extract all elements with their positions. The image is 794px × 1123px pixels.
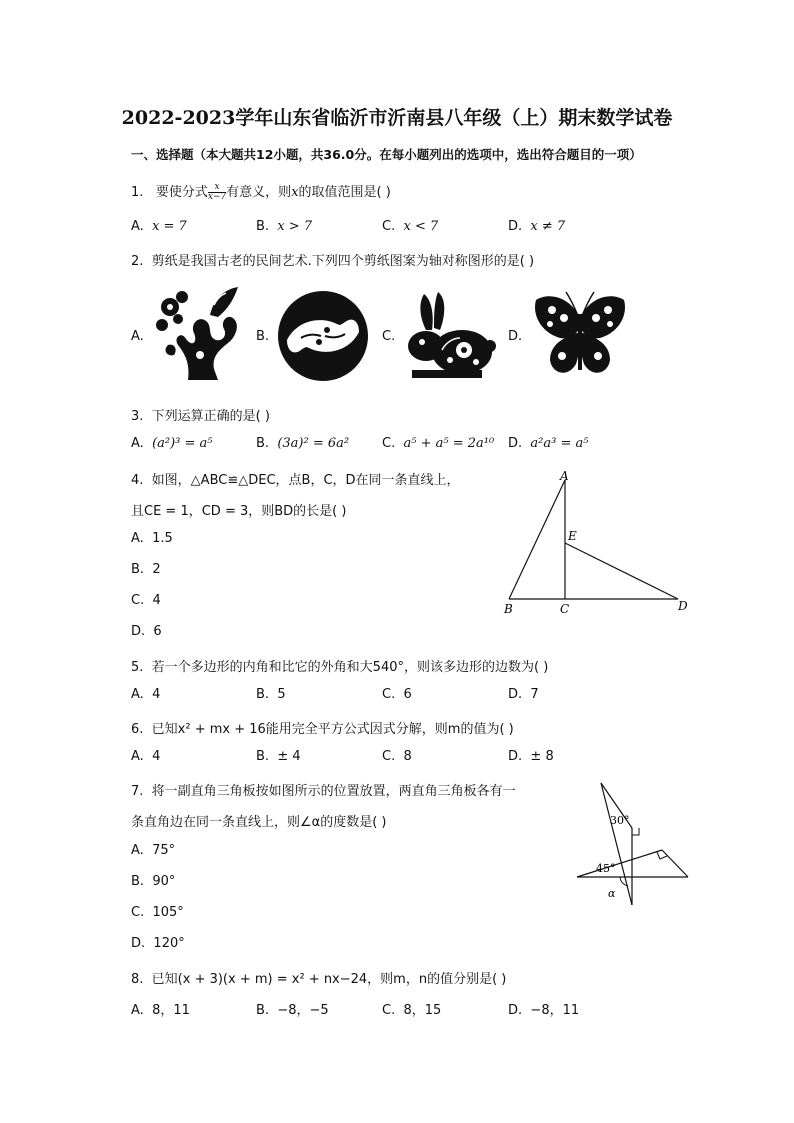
fish-circle-papercut-icon — [277, 290, 369, 382]
question-8: 8. 已知(x + 3)(x + m) = x² + nx−24，则m，n的值分别是( ) — [131, 972, 507, 987]
q6-option-c[interactable]: C. 8 — [382, 749, 412, 764]
rabbit-papercut-icon — [402, 290, 497, 382]
q4-option-c[interactable]: C. 4 — [131, 593, 161, 608]
question-6: 6. 已知x² + mx + 16能用完全平方公式因式分解，则m的值为( ) — [131, 722, 514, 737]
fraction: $\frac{x}{x-7}$ — [207, 182, 227, 202]
angle-45-label: 45° — [596, 862, 616, 875]
question-3: 3. 下列运算正确的是( ) — [131, 409, 270, 424]
exam-title: 2022-2023学年山东省临沂市沂南县八年级（上）期末数学试卷 — [121, 107, 673, 129]
q5-option-d[interactable]: D. 7 — [508, 687, 539, 702]
q2-option-a[interactable]: A. — [131, 329, 144, 344]
q1-option-a[interactable]: A. x = 7 — [131, 219, 187, 234]
alpha-label: α — [608, 887, 616, 900]
q8-option-d[interactable]: D. −8，11 — [508, 1003, 580, 1018]
triangle-figure-q4 — [495, 468, 700, 618]
q1-option-b[interactable]: B. x > 7 — [256, 219, 313, 234]
q3-option-a[interactable]: A. (a²)³ = a⁵ — [131, 436, 213, 451]
q7-option-a[interactable]: A. 75° — [131, 843, 176, 858]
q3-option-b[interactable]: B. (3a)² = 6a² — [256, 436, 350, 451]
label-d: D — [678, 599, 688, 613]
q2-option-d[interactable]: D. — [508, 329, 523, 344]
question-4: 4. 如图，△ABC≌△DEC，点B，C，D在同一条直线上， — [131, 473, 460, 488]
label-a: A — [560, 469, 569, 483]
q4-option-b[interactable]: B. 2 — [131, 562, 161, 577]
label-e: E — [568, 529, 577, 543]
angle-30-label: 30° — [610, 814, 630, 827]
question-5: 5. 若一个多边形的内角和比它的外角和大540°，则该多边形的边数为( ) — [131, 660, 549, 675]
q3-option-d[interactable]: D. a²a³ = a⁵ — [508, 436, 589, 451]
q8-option-a[interactable]: A. 8，11 — [131, 1003, 190, 1018]
q1-option-c[interactable]: C. x < 7 — [382, 219, 439, 234]
question-4-line-2: 且CE = 1，CD = 3，则BD的长是( ) — [131, 504, 347, 519]
q2-option-c[interactable]: C. — [382, 329, 396, 344]
question-number: 1. — [131, 185, 144, 200]
q1-option-d[interactable]: D. x ≠ 7 — [508, 219, 566, 234]
q7-option-b[interactable]: B. 90° — [131, 874, 176, 889]
q5-option-c[interactable]: C. 6 — [382, 687, 412, 702]
q5-option-a[interactable]: A. 4 — [131, 687, 161, 702]
set-squares-figure-q7 — [572, 778, 694, 908]
q6-option-a[interactable]: A. 4 — [131, 749, 161, 764]
section-heading: 一、选择题（本大题共12小题，共36.0分。在每小题列出的选项中，选出符合题目的一项） — [131, 147, 642, 162]
q6-option-d[interactable]: D. ± 8 — [508, 749, 554, 764]
q4-option-d[interactable]: D. 6 — [131, 624, 162, 639]
question-7-line-2: 条直角边在同一条直线上，则∠α的度数是( ) — [131, 815, 387, 830]
plum-blossom-papercut-icon — [148, 285, 248, 385]
question-1: 1. 要使分式 $\frac{x}{x-7}$ 有意义，则x的取值范围是( ) — [131, 182, 391, 202]
q8-option-b[interactable]: B. −8，−5 — [256, 1003, 329, 1018]
q7-option-d[interactable]: D. 120° — [131, 936, 185, 951]
question-7: 7. 将一副直角三角板按如图所示的位置放置，两直角三角板各有一 — [131, 784, 516, 799]
q2-option-b[interactable]: B. — [256, 329, 270, 344]
q7-option-c[interactable]: C. 105° — [131, 905, 184, 920]
q6-option-b[interactable]: B. ± 4 — [256, 749, 301, 764]
question-2: 2. 剪纸是我国古老的民间艺术.下列四个剪纸图案为轴对称图形的是( ) — [131, 254, 535, 269]
q8-option-c[interactable]: C. 8，15 — [382, 1003, 442, 1018]
q3-option-c[interactable]: C. a⁵ + a⁵ = 2a¹⁰ — [382, 436, 495, 451]
q5-option-b[interactable]: B. 5 — [256, 687, 286, 702]
label-b: B — [504, 602, 513, 616]
q4-option-a[interactable]: A. 1.5 — [131, 531, 173, 546]
label-c: C — [560, 602, 570, 616]
butterfly-papercut-icon — [530, 288, 630, 383]
